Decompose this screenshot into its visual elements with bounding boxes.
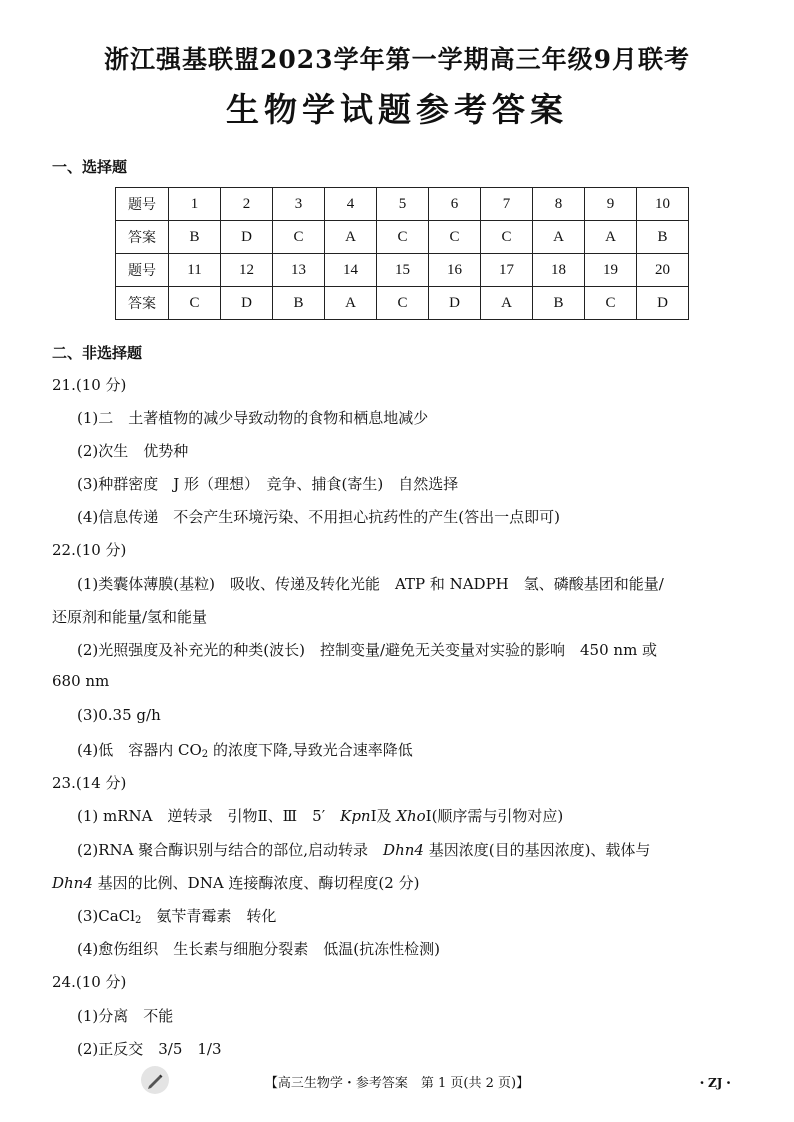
answer-table-cell: A <box>325 221 377 254</box>
q24-answer-2: (2)正反交 3/5 1/3 <box>77 1040 222 1058</box>
q22-answer-2-cont: 680 nm <box>52 672 110 690</box>
q22-answer-1: (1)类囊体薄膜(基粒) 吸收、传递及转化光能 ATP 和 NADPH 氢、磷酸基团和能量/ <box>77 575 664 593</box>
answer-table-cell: D <box>637 287 689 320</box>
answer-table-cell: C <box>429 221 481 254</box>
answer-table-cell: B <box>169 221 221 254</box>
answer-table-cell: 7 <box>481 188 533 221</box>
answer-table-cell: 12 <box>221 254 273 287</box>
answer-table-cell: A <box>481 287 533 320</box>
q22-answer-4: (4)低 容器内 $CO_2$ 的浓度下降,导致光合速率降低 <box>77 741 413 760</box>
answer-table <box>115 187 689 320</box>
region-mark: ・ZJ・ <box>696 1076 735 1090</box>
answer-table-cell: 15 <box>377 254 429 287</box>
answer-table-cell: C <box>273 221 325 254</box>
answer-table-cell: D <box>221 221 273 254</box>
answer-table-cell: 5 <box>377 188 429 221</box>
q22-answer-3: (3)0.35 g/h <box>77 706 161 724</box>
section-choice-heading: 一、选择题 <box>52 158 128 176</box>
page-footer: 【高三生物学・参考答案 第 1 页(共 2 页)】 <box>264 1076 530 1091</box>
q23-answer-4: (4)愈伤组织 生长素与细胞分裂素 低温(抗冻性检测) <box>77 940 440 958</box>
answer-table-row <box>116 254 689 287</box>
q23-answer-1: (1) mRNA 逆转录 引物Ⅱ、Ⅲ 5′ KpnⅠ及 XhoⅠ(顺序需与引物对应) <box>77 807 564 825</box>
answer-table-row <box>116 287 689 320</box>
answer-table-cell: C <box>377 287 429 320</box>
q23-answer-2: (2)RNA 聚合酶识别与结合的部位,启动转录 Dhn4 基因浓度(目的基因浓度)、载体与 <box>77 841 651 859</box>
answer-table-cell: B <box>273 287 325 320</box>
answer-table-cell: B <box>637 221 689 254</box>
q23-answer-2-cont: Dhn4 基因的比例、DNA 连接酶浓度、酶切程度(2 分) <box>52 874 420 892</box>
answer-table-row <box>116 221 689 254</box>
answer-key-title: 生物学试题参考答案 <box>226 90 568 129</box>
answer-table-cell: C <box>169 287 221 320</box>
q21-answer-1: (1)二 土著植物的减少导致动物的食物和栖息地减少 <box>77 409 429 427</box>
answer-table-cell: 1 <box>169 188 221 221</box>
question-23-number: 23.(14 分) <box>52 774 127 792</box>
answer-table-row-header: 题号 <box>116 188 169 221</box>
answer-table-cell: 11 <box>169 254 221 287</box>
answer-table-cell: D <box>221 287 273 320</box>
answer-table-row-header: 答案 <box>116 287 169 320</box>
answer-table-cell: 8 <box>533 188 585 221</box>
answer-table-cell: 2 <box>221 188 273 221</box>
answer-table-cell: 4 <box>325 188 377 221</box>
answer-table-cell: 16 <box>429 254 481 287</box>
answer-table-cell: A <box>325 287 377 320</box>
answer-table-cell: A <box>533 221 585 254</box>
answer-table-cell: 10 <box>637 188 689 221</box>
answer-table-cell: B <box>533 287 585 320</box>
answer-table-cell: 18 <box>533 254 585 287</box>
answer-table-cell: 6 <box>429 188 481 221</box>
q21-answer-2: (2)次生 优势种 <box>77 442 189 460</box>
exam-title: 浙江强基联盟2023学年第一学期高三年级9月联考 <box>104 45 690 74</box>
section-nonchoice-heading: 二、非选择题 <box>52 344 143 362</box>
answer-table-cell: 17 <box>481 254 533 287</box>
answer-table-cell: 20 <box>637 254 689 287</box>
answer-table-cell: C <box>585 287 637 320</box>
answer-table-cell: 9 <box>585 188 637 221</box>
answer-table-cell: 3 <box>273 188 325 221</box>
question-21-number: 21.(10 分) <box>52 376 127 394</box>
answer-table-cell: A <box>585 221 637 254</box>
q21-answer-3: (3)种群密度 J 形（理想） 竞争、捕食(寄生) 自然选择 <box>77 475 459 493</box>
answer-table-cell: 13 <box>273 254 325 287</box>
answer-table-cell: 19 <box>585 254 637 287</box>
answer-table-cell: C <box>377 221 429 254</box>
answer-table-cell: D <box>429 287 481 320</box>
answer-table-cell: 14 <box>325 254 377 287</box>
question-22-number: 22.(10 分) <box>52 541 127 559</box>
answer-table-row-header: 答案 <box>116 221 169 254</box>
answer-table-row <box>116 188 689 221</box>
question-24-number: 24.(10 分) <box>52 973 127 991</box>
q21-answer-4: (4)信息传递 不会产生环境污染、不用担心抗药性的产生(答出一点即可) <box>77 508 560 526</box>
q22-answer-2: (2)光照强度及补充光的种类(波长) 控制变量/避免无关变量对实验的影响 450 nm 或 <box>77 641 658 659</box>
answer-table-cell: C <box>481 221 533 254</box>
q23-answer-3: (3)CaCl$_2$ 氨苄青霉素 转化 <box>77 907 277 926</box>
q22-answer-1-cont: 还原剂和能量/氢和能量 <box>52 608 208 626</box>
q24-answer-1: (1)分离 不能 <box>77 1007 174 1025</box>
answer-table-row-header: 题号 <box>116 254 169 287</box>
